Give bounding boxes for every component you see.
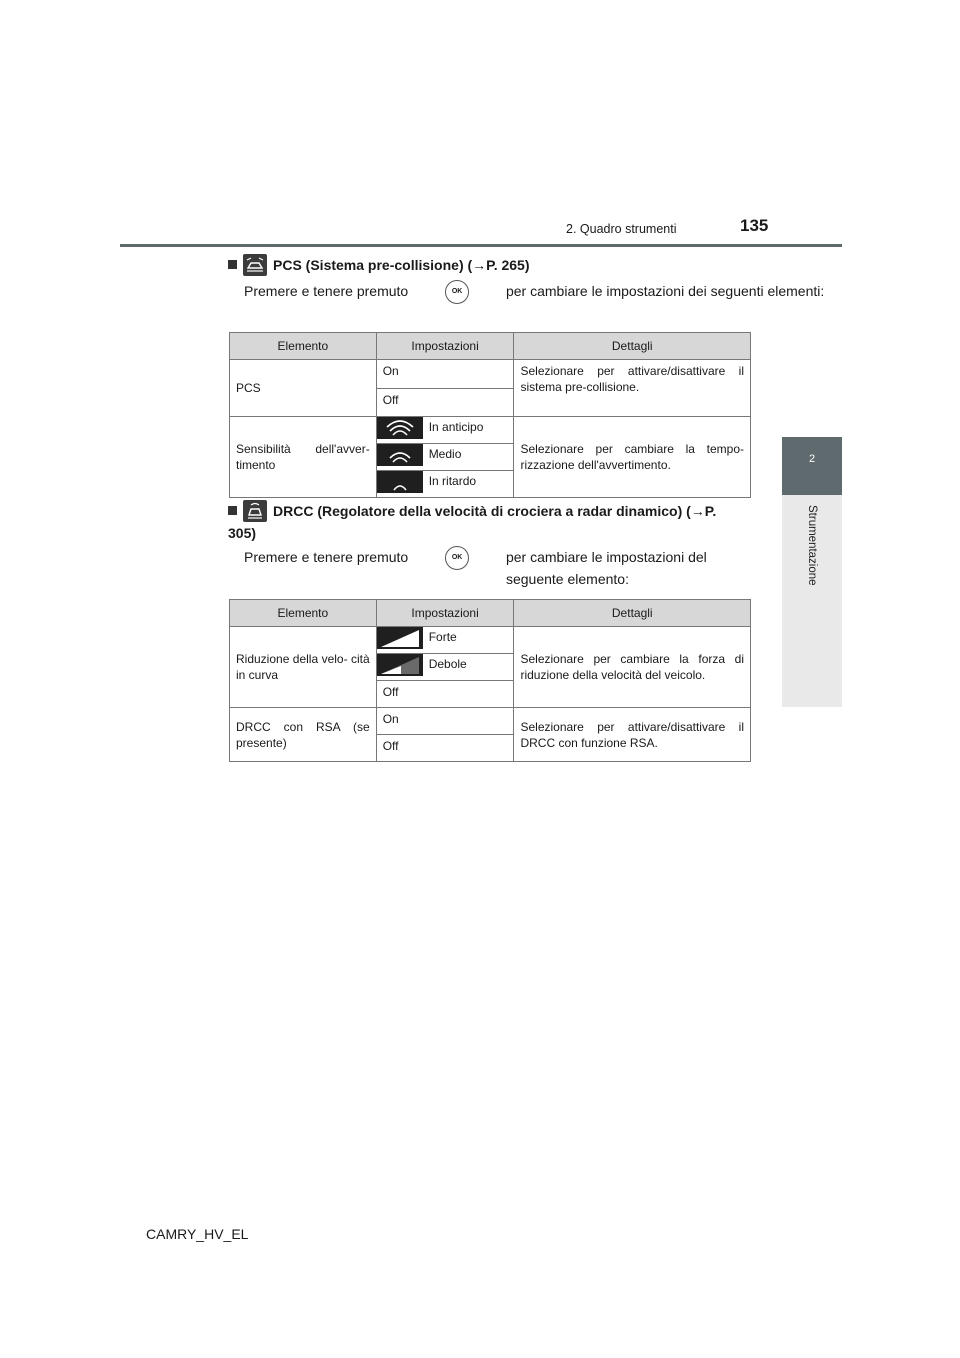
detail-cell: Selezionare per attivare/disattivare il DRCC con funzione RSA.: [514, 708, 751, 762]
warning-early-icon: [377, 417, 423, 439]
setting-cell: [376, 471, 514, 498]
setting-cell: On: [376, 360, 514, 389]
setting-cell: [376, 627, 514, 654]
table-header-row: [230, 333, 751, 360]
item-cell: Sensibilità dell'avver- timento: [230, 417, 377, 498]
drcc-heading: [228, 500, 748, 544]
table-row: [230, 708, 751, 735]
header-rule: [120, 244, 842, 247]
item-cell: Riduzione della velo- cità in curva: [230, 627, 377, 708]
bullet-square-icon: [228, 506, 237, 515]
setting-label: Debole: [428, 657, 467, 672]
setting-cell: Off: [376, 388, 514, 417]
curve-weak-icon: [377, 654, 423, 676]
drcc-car-icon: [243, 500, 267, 522]
warning-late-icon: [377, 471, 423, 493]
col-header-details: Dettagli: [514, 600, 751, 627]
setting-cell: [376, 654, 514, 681]
setting-label: Medio: [428, 447, 462, 462]
drcc-settings-table: [229, 599, 751, 762]
col-header-item: Elemento: [230, 600, 377, 627]
ok-button-icon: OK: [445, 546, 469, 570]
pcs-text-after: per cambiare le impostazioni dei seguenti elementi:: [505, 283, 825, 299]
chapter-tab-number: 2: [782, 437, 842, 495]
bullet-square-icon: [228, 260, 237, 269]
pcs-text-before: Premere e tenere premuto: [244, 283, 409, 299]
model-code: CAMRY_HV_EL: [146, 1226, 249, 1242]
pcs-instruction: [244, 280, 825, 304]
detail-cell: Selezionare per cambiare la forza di riduzione della velocità del veicolo.: [514, 627, 751, 708]
table-row: [230, 627, 751, 654]
setting-label: Forte: [428, 630, 457, 645]
chapter-tab: [782, 495, 842, 707]
curve-strong-icon: [377, 627, 423, 649]
drcc-heading-text: DRCC (Regolatore della velocità di crociera a radar dinamico) (→P. 305): [228, 503, 717, 541]
col-header-settings: Impostazioni: [376, 600, 514, 627]
setting-cell: Off: [376, 681, 514, 708]
detail-cell: Selezionare per cambiare la tempo- rizzazione dell'avvertimento.: [514, 417, 751, 498]
table-row: [230, 360, 751, 389]
warning-medium-icon: [377, 444, 423, 466]
drcc-text-after: per cambiare le impostazioni del seguente elemento:: [505, 549, 707, 587]
pcs-car-icon: [243, 254, 267, 276]
setting-cell: [376, 444, 514, 471]
drcc-text-before: Premere e tenere premuto: [244, 549, 409, 565]
setting-label: In anticipo: [428, 420, 484, 435]
ok-button-icon: OK: [445, 280, 469, 304]
col-header-settings: Impostazioni: [376, 333, 514, 360]
table-row: [230, 417, 751, 444]
setting-cell: Off: [376, 735, 514, 762]
drcc-instruction: [244, 546, 746, 590]
table-header-row: [230, 600, 751, 627]
pcs-heading-text: PCS (Sistema pre-collisione) (→P. 265): [273, 257, 530, 273]
detail-cell: Selezionare per attivare/disattivare il sistema pre-collisione.: [514, 360, 751, 417]
chapter-tab-label: Strumentazione: [806, 505, 818, 586]
col-header-details: Dettagli: [514, 333, 751, 360]
item-cell: DRCC con RSA (se presente): [230, 708, 377, 762]
section-title: 2. Quadro strumenti: [566, 222, 677, 236]
pcs-heading: [228, 254, 530, 276]
setting-label: In ritardo: [428, 474, 477, 489]
setting-cell: On: [376, 708, 514, 735]
pcs-settings-table: [229, 332, 751, 498]
item-cell: PCS: [230, 360, 377, 417]
col-header-item: Elemento: [230, 333, 377, 360]
setting-cell: [376, 417, 514, 444]
page-number: 135: [740, 216, 769, 235]
